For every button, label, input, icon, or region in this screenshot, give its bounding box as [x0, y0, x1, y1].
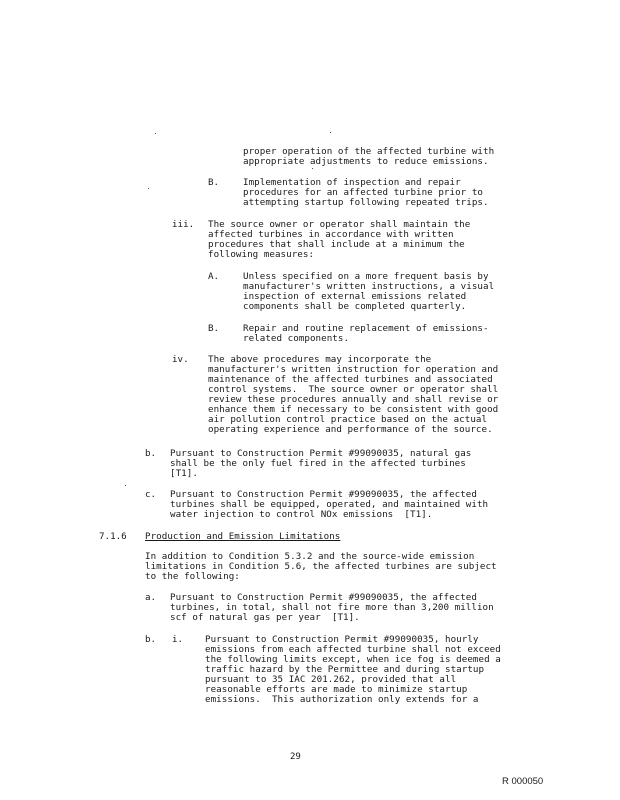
scan-speck — [148, 188, 149, 189]
text-line: components shall be completed quarterly. — [243, 301, 467, 312]
scan-speck — [330, 132, 331, 133]
text-line: turbines shall be equipped, operated, and maintained with — [170, 499, 489, 510]
text-line: pursuant to 35 IAC 201.262, provided that all — [205, 674, 457, 685]
text-line: to the following: — [145, 571, 240, 582]
text-line: proper operation of the affected turbine with — [243, 146, 495, 157]
text-line: water injection to control NOx emissions [T1]. — [170, 509, 433, 520]
text-line: The above procedures may incorporate the — [208, 354, 432, 365]
item-label: B. — [208, 177, 220, 188]
text-line: enhance them if necessary to be consistent with good — [208, 404, 499, 415]
text-line: scf of natural gas per year [T1]. — [170, 612, 360, 623]
text-line: manufacturer's written instructions, a visual — [243, 281, 495, 292]
text-line: procedures that shall include at a minimum the — [208, 239, 465, 250]
text-line: Pursuant to Construction Permit #99090035, the affected — [170, 489, 477, 500]
text-line: emissions from each affected turbine shall not exceed — [205, 644, 501, 655]
text-line: [T1]. — [170, 468, 198, 479]
scan-speck — [155, 133, 156, 134]
item-label: b. — [145, 634, 157, 645]
text-line: affected turbines in accordance with written — [208, 229, 454, 240]
text-line: limitations in Condition 5.6, the affected turbines are subject — [145, 561, 497, 572]
text-line: control systems. The source owner or operator shall — [208, 384, 499, 395]
text-line: traffic hazard by the Permittee and during startup — [205, 664, 485, 675]
text-line: manufacturer's written instruction for operation and — [208, 364, 499, 375]
text-line: related components. — [243, 333, 350, 344]
item-label: A. — [208, 271, 220, 282]
text-line: turbines, in total, shall not fire more than 3,200 million — [170, 602, 494, 613]
item-label: a. — [145, 592, 157, 603]
text-line: the following limits except, when ice fog is deemed a — [205, 654, 501, 665]
text-line: In addition to Condition 5.3.2 and the source-wide emission — [145, 551, 475, 562]
text-line: Pursuant to Construction Permit #99090035, the affected — [170, 592, 477, 603]
text-line: air pollution control practice based on the actual — [208, 414, 488, 425]
text-line: following measures: — [208, 249, 315, 260]
text-line: review these procedures annually and shall revise or — [208, 394, 499, 405]
item-label: iii. — [172, 219, 195, 230]
text-line: Implementation of inspection and repair — [243, 177, 461, 188]
text-line: reasonable efforts are made to minimize startup — [205, 684, 468, 695]
bates-stamp: R 000050 — [502, 776, 544, 787]
text-line: attempting startup following repeated trips. — [243, 197, 489, 208]
text-line: procedures for an affected turbine prior to — [243, 187, 483, 198]
text-line: shall be the only fuel fired in the affected turbines — [170, 458, 466, 469]
section-title: Production and Emission Limitations — [145, 531, 341, 542]
text-line: maintenance of the affected turbines and associated — [208, 374, 493, 385]
text-line: Pursuant to Construction Permit #99090035, natural gas — [170, 448, 472, 459]
text-line: The source owner or operator shall maintain the — [208, 219, 471, 230]
text-line: Unless specified on a more frequent basis by — [243, 271, 489, 282]
item-label: b. — [145, 448, 157, 459]
item-label: iv. — [172, 354, 189, 365]
sub-item-label: i. — [172, 634, 184, 645]
text-line: emissions. This authorization only extends for a — [205, 694, 479, 705]
item-label: B. — [208, 323, 220, 334]
text-line: appropriate adjustments to reduce emissions. — [243, 156, 489, 167]
scan-speck — [312, 168, 313, 169]
text-line: inspection of external emissions related — [243, 291, 467, 302]
scan-speck — [125, 485, 126, 486]
text-line: operating experience and performance of the source. — [208, 424, 493, 435]
item-label: c. — [145, 489, 157, 500]
text-line: Repair and routine replacement of emissions- — [243, 323, 489, 334]
page-number: 29 — [290, 752, 301, 762]
text-line: Pursuant to Construction Permit #99090035, hourly — [205, 634, 479, 645]
section-number: 7.1.6 — [99, 531, 127, 542]
